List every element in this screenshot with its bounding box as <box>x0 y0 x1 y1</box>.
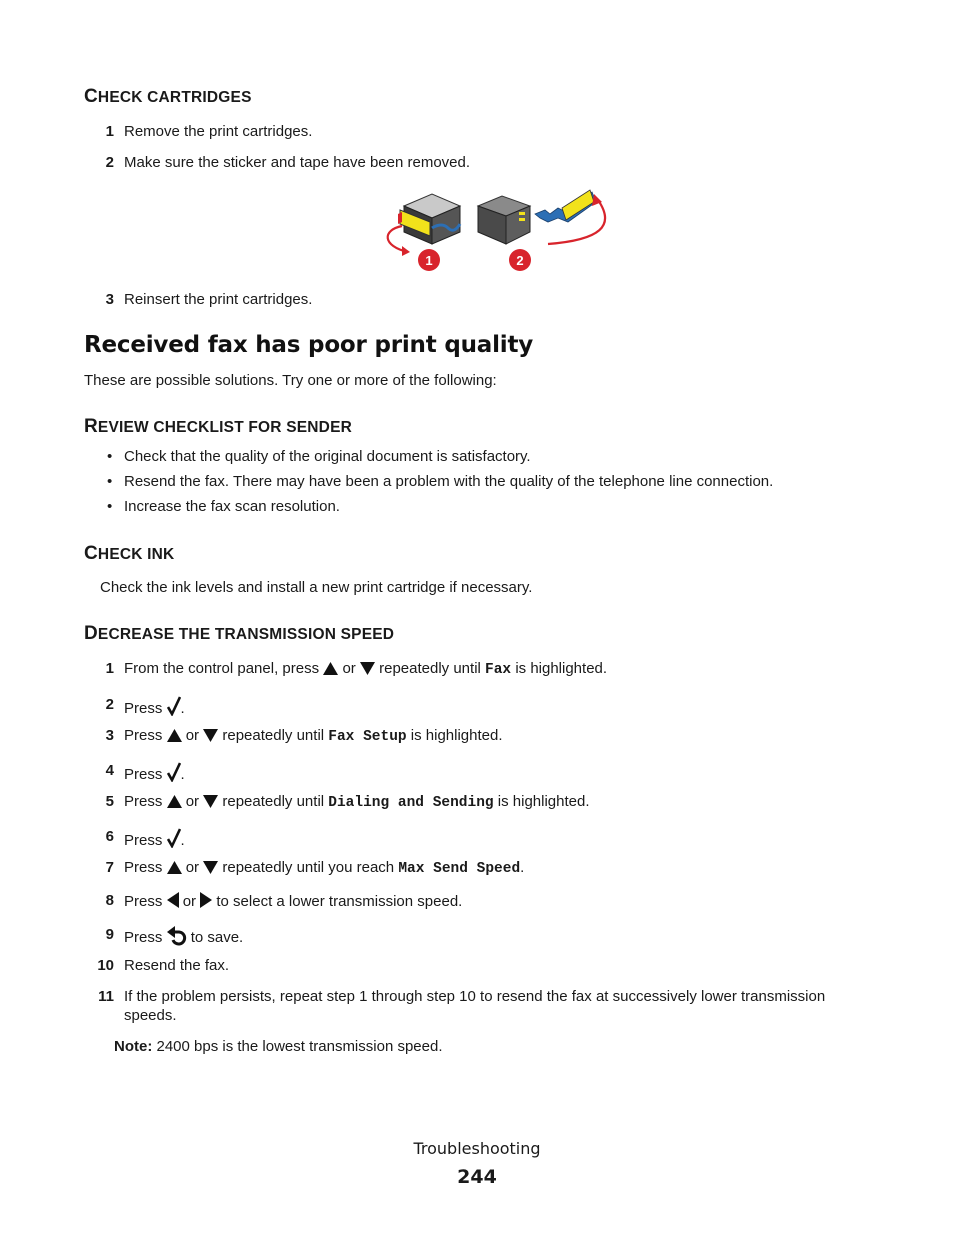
right-arrow-icon <box>200 892 212 908</box>
heading-initial: R <box>84 416 98 437</box>
step-number: 1 <box>105 660 114 677</box>
black-cartridge-icon <box>478 196 530 244</box>
menu-item-code: Dialing and Sending <box>328 795 494 811</box>
bullet-icon: • <box>107 448 113 465</box>
step-text-part: Press <box>124 929 163 946</box>
step-text-part: . <box>180 832 185 849</box>
section-heading-review-checklist <box>84 416 352 438</box>
step-text <box>124 892 462 910</box>
step-number: 7 <box>105 859 114 876</box>
step-text <box>124 660 607 678</box>
section-heading-check-ink <box>84 543 174 565</box>
step-text <box>124 859 524 877</box>
step-number: 2 <box>105 154 114 171</box>
bullet-text: Check that the quality of the original document is satisfactory. <box>124 448 531 465</box>
step-number: 3 <box>105 291 114 308</box>
heading-rest: EVIEW CHECKLIST FOR SENDER <box>97 419 352 436</box>
step-number: 10 <box>97 957 114 974</box>
step-text <box>124 926 243 946</box>
footer-section-name: Troubleshooting <box>413 1139 541 1158</box>
step-text-part: repeatedly until <box>222 793 325 810</box>
step-text-continued: speeds. <box>124 1007 177 1024</box>
cartridge-illustration <box>380 184 612 276</box>
bullet-icon: • <box>107 473 113 490</box>
step-number: 2 <box>105 696 114 713</box>
page-title: Received fax has poor print quality <box>84 332 534 358</box>
step-text-part: or <box>185 727 200 744</box>
callout-number: 1 <box>425 253 433 268</box>
page-number: 244 <box>457 1166 497 1188</box>
bullet-text: Resend the fax. There may have been a problem with the quality of the telephone line connection. <box>124 473 774 490</box>
note-label: Note: <box>114 1038 153 1055</box>
step-text-part: or <box>182 893 197 910</box>
step-text <box>124 762 185 783</box>
step-text: Resend the fax. <box>124 957 230 974</box>
up-arrow-icon <box>167 795 182 808</box>
step-text-part: to select a lower transmission speed. <box>216 893 463 910</box>
step-text-part: Press <box>124 766 163 783</box>
step-text: Remove the print cartridges. <box>124 123 313 140</box>
up-arrow-icon <box>323 662 338 675</box>
heading-rest: ECREASE THE TRANSMISSION SPEED <box>97 626 395 643</box>
heading-rest: HECK CARTRIDGES <box>97 89 252 106</box>
step-number: 5 <box>105 793 114 810</box>
step-text <box>124 793 590 811</box>
menu-item-code: Max Send Speed <box>398 861 521 877</box>
step-text <box>124 727 503 745</box>
heading-initial: C <box>84 86 98 107</box>
step-text <box>124 696 185 717</box>
step-text-part: Press <box>124 793 163 810</box>
select-checkmark-icon <box>167 828 181 848</box>
step-text-part: repeatedly until <box>379 660 481 677</box>
down-arrow-icon <box>203 861 218 874</box>
step-number: 1 <box>105 123 114 140</box>
menu-item-code: Fax <box>485 662 512 678</box>
step-text-part: Press <box>124 700 163 717</box>
step-text-part: repeatedly until you reach <box>222 859 395 876</box>
step-text-part: Press <box>124 832 163 849</box>
step-text-part: to save. <box>190 929 244 946</box>
step-text-part: or <box>185 793 200 810</box>
step-text-part: is highlighted. <box>515 660 608 677</box>
note-text: 2400 bps is the lowest transmission speed. <box>156 1038 443 1055</box>
step-text-part: . <box>520 859 525 876</box>
step-text <box>124 828 185 849</box>
down-arrow-icon <box>203 729 218 742</box>
heading-rest: HECK INK <box>97 546 175 563</box>
left-arrow-icon <box>167 892 179 908</box>
step-text-part: . <box>180 766 185 783</box>
step-number: 3 <box>105 727 114 744</box>
menu-item-code: Fax Setup <box>328 729 407 745</box>
step-text-part: is highlighted. <box>497 793 590 810</box>
note <box>114 1038 443 1055</box>
section-heading-decrease-speed <box>84 623 394 645</box>
down-arrow-icon <box>203 795 218 808</box>
step-number: 8 <box>105 892 114 909</box>
step-text-part: Press <box>124 727 163 744</box>
step-text-part: From the control panel, press <box>124 660 320 677</box>
step-number: 11 <box>98 988 114 1005</box>
step-text-part: Press <box>124 859 163 876</box>
step-text-part: is highlighted. <box>410 727 503 744</box>
step-number: 9 <box>105 926 114 943</box>
bullet-text: Increase the fax scan resolution. <box>124 498 340 515</box>
step-text: Reinsert the print cartridges. <box>124 291 313 308</box>
step-text: Make sure the sticker and tape have been removed. <box>124 154 471 171</box>
select-checkmark-icon <box>167 762 181 782</box>
back-icon <box>167 926 187 946</box>
up-arrow-icon <box>167 729 182 742</box>
step-text-part: or <box>185 859 200 876</box>
callout-number: 2 <box>516 253 524 268</box>
color-cartridge-icon <box>398 194 460 244</box>
step-text-part: or <box>342 660 356 677</box>
bullet-icon: • <box>107 498 113 515</box>
section-heading-check-cartridges <box>84 86 252 108</box>
step-text-part: . <box>180 700 185 717</box>
step-number: 4 <box>105 762 114 779</box>
step-text: If the problem persists, repeat step 1 through step 10 to resend the fax at successively lower transmission <box>124 988 826 1005</box>
step-text-part: Press <box>124 893 163 910</box>
ink-instructions: Check the ink levels and install a new print cartridge if necessary. <box>100 579 533 596</box>
up-arrow-icon <box>167 861 182 874</box>
intro-text: These are possible solutions. Try one or more of the following: <box>84 372 497 389</box>
select-checkmark-icon <box>167 696 181 716</box>
heading-initial: C <box>84 543 98 564</box>
heading-initial: D <box>84 623 98 644</box>
step-text-part: repeatedly until <box>222 727 325 744</box>
step-number: 6 <box>105 828 114 845</box>
down-arrow-icon <box>360 662 375 675</box>
